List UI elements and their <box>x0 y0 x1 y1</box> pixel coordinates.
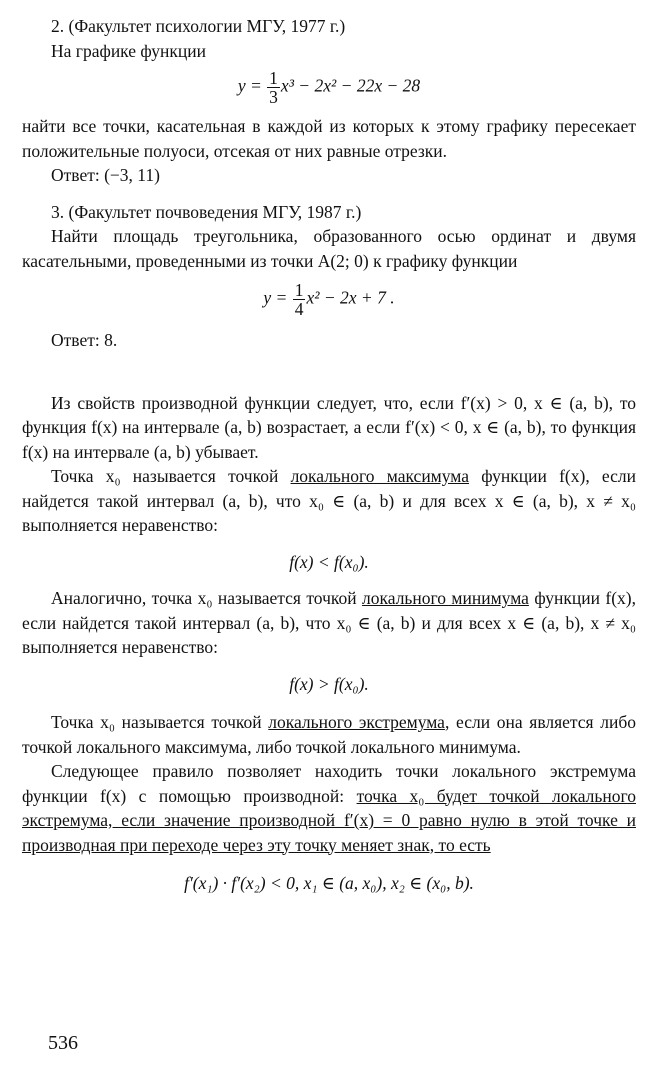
fraction-numerator: 1 <box>294 280 304 300</box>
theory-paragraph-monotonic: Из свойств производной функции следует, что, если f′(x) > 0, x ∈ (a, b), то функция f(x) на интервале (a, b) возрастает, а если f′(x) < 0, x ∈ (a, b), то функция f(x) на интервале (a, b) убывает. <box>22 392 636 462</box>
formula-lhs: y = <box>237 75 267 96</box>
fraction-denominator: 4 <box>294 299 304 319</box>
rule-statement: точка x₀ будет точкой локального экстремума, если значение производной f′(x) = 0 равно нулю в этой точке и производная при переходе через эту точку меняет знак, то есть <box>22 785 636 855</box>
formula-lhs: y = <box>263 287 292 308</box>
problem2-answer: Ответ: (−3, 11) <box>51 165 160 185</box>
problem2-formula <box>22 69 636 106</box>
page-number: 536 <box>48 1032 78 1054</box>
text-fragment: функции f(x), если найдется такой интервал (a, b), что x₀ ∈ (a, b) и для всех x ∈ (a, b), x ≠ x₀ выполняется неравенство: <box>22 588 636 657</box>
text-fragment: Следующее правило позволяет находить точки локального экстремума функции f(x) с помощью производной: <box>22 761 636 806</box>
problem3-heading: 3. (Факультет почвоведения МГУ, 1987 г.) <box>51 201 362 222</box>
theory-paragraph-local-max <box>22 464 636 538</box>
fraction-denominator: 3 <box>269 87 278 107</box>
problem2-text: найти все точки, касательная в каждой из которых к этому графику пересекает положительные полуоси, отсекая от них равные отрезки. <box>22 116 636 161</box>
formula-rest: x² − 2x + 7 . <box>306 287 395 308</box>
formula-rest: x³ − 2x² − 22x − 28 <box>280 75 421 96</box>
term-local-minimum: локального минимума <box>362 588 529 608</box>
theory-paragraph-extremum <box>22 710 636 759</box>
formula-local-max: f(x) < f(x₀). <box>289 551 369 572</box>
problem3-answer: Ответ: 8. <box>51 330 118 350</box>
text-fragment: Точка x₀ называется точкой <box>51 466 291 486</box>
formula-fraction <box>293 281 306 318</box>
term-local-maximum: локального максимума <box>290 466 469 486</box>
text-fragment: Точка x₀ называется точкой <box>51 712 269 732</box>
problem3-text: Найти площадь треугольника, образованного осью ординат и двумя касательными, проведенными из точки A(2; 0) к графику функции <box>22 226 636 271</box>
problem3-formula <box>22 281 636 318</box>
text-fragment: функции f(x), если найдется такой интервал (a, b), что x₀ ∈ (a, b) и для всех x ∈ (a, b), x ≠ x₀ выполняется неравенство: <box>22 466 636 535</box>
theory-paragraph-rule <box>22 759 636 857</box>
formula-fraction <box>267 69 280 106</box>
formula-local-min: f(x) > f(x₀). <box>289 673 369 694</box>
theory-paragraph-local-min <box>22 586 636 660</box>
problem2-intro: На графике функции <box>51 40 207 61</box>
formula-rule: f′(x₁) · f′(x₂) < 0, x₁ ∈ (a, x₀), x₂ ∈ (x₀, b). <box>184 873 474 893</box>
text-fragment: , если она является либо точкой локального максимума, либо точкой локального минимума. <box>22 712 636 757</box>
document-page <box>22 14 636 896</box>
problem2-heading: 2. (Факультет психологии МГУ, 1977 г.) <box>51 16 346 36</box>
term-local-extremum: локального экстремума <box>268 712 445 732</box>
fraction-numerator: 1 <box>269 68 278 88</box>
text-fragment: Аналогично, точка x₀ называется точкой <box>51 588 363 608</box>
